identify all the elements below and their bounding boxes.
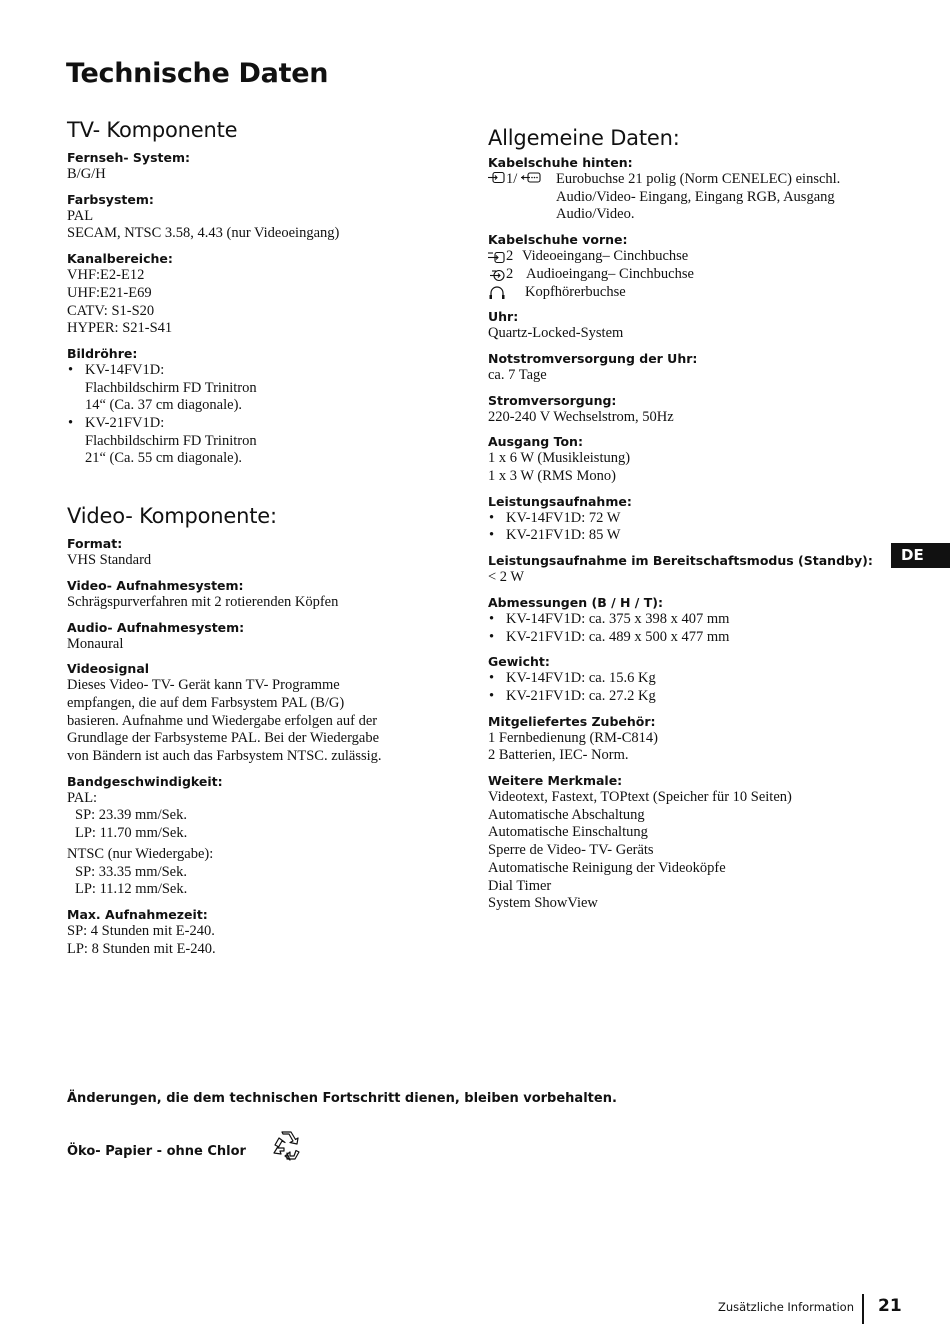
connector-label: Videoeingang– Cinchbuchse — [522, 248, 689, 265]
text-line: System ShowView — [488, 895, 598, 912]
spec-label: Notstromversorgung der Uhr: — [488, 350, 698, 366]
change-notice: Änderungen, die dem technischen Fortschritt dienen, bleiben vorbehalten. — [67, 1091, 617, 1106]
spec-label: Ausgang Ton: — [488, 434, 583, 450]
spec-label: Bandgeschwindigkeit: — [67, 773, 223, 789]
spec-label: Kabelschuhe vorne: — [488, 232, 628, 248]
spec-value — [67, 166, 457, 184]
left-column — [67, 118, 457, 958]
video-in-icon — [488, 251, 506, 264]
language-tab: DE — [891, 543, 950, 568]
text-line: < 2 W — [488, 569, 525, 586]
spec-value — [67, 636, 457, 654]
scart-in-icon — [488, 171, 506, 184]
spec-value — [67, 594, 457, 612]
spec-value — [488, 611, 883, 646]
spec-label: Fernseh- System: — [67, 150, 190, 165]
spec-label: Video- Aufnahmesystem: — [67, 577, 244, 593]
text-line: 220-240 V Wechselstrom, 50Hz — [488, 408, 674, 425]
audio-in-icon — [488, 269, 506, 282]
video-spec-list — [67, 535, 457, 766]
text-line: B/G/H — [67, 166, 106, 182]
speed-value: SP: 33.35 mm/Sek. — [75, 863, 187, 880]
text-line: PAL — [67, 207, 94, 224]
spec-value — [488, 789, 883, 913]
spec-label: Gewicht: — [488, 654, 550, 670]
spec-label: Uhr: — [488, 309, 519, 325]
list-item — [488, 248, 883, 266]
footer-divider — [862, 1294, 864, 1324]
recording-value: SP: 4 Stunden mit E-240. — [67, 922, 215, 939]
tube-list — [67, 362, 457, 468]
list-item: • KV-21FV1D: ca. 489 x 500 x 477 mm — [488, 629, 883, 647]
speed-ntsc-label: NTSC (nur Wiedergabe): — [67, 845, 214, 862]
list-item: • KV-14FV1D: 72 W — [488, 510, 883, 528]
spec-value — [67, 208, 457, 243]
tube-model: • KV-21FV1D: — [85, 415, 165, 432]
general-spec-list — [488, 493, 883, 913]
tv-component-heading: TV- Komponente — [67, 118, 238, 142]
tube-size: 14“ (Ca. 37 cm diagonale). — [85, 397, 243, 414]
connector-number: 2 — [506, 265, 514, 282]
speed-value: LP: 11.12 mm/Sek. — [75, 881, 188, 898]
connector-number: 2 — [506, 248, 514, 265]
spec-value — [488, 409, 883, 427]
text-line: Schrägspurverfahren mit 2 rotierenden Köpfen — [67, 593, 339, 610]
connector-label: Audioeingang– Cinchbuchse — [526, 265, 694, 282]
text-line: VHF:E2-E12 — [67, 267, 145, 284]
connector-label: Kopfhörerbuchse — [525, 283, 626, 300]
recording-value: LP: 8 Stunden mit E-240. — [67, 940, 216, 957]
scart-icons — [488, 171, 556, 189]
text-line: 1 Fernbedienung (RM-C814) — [488, 729, 658, 746]
text-line: Grundlage der Farbsysteme PAL. Bei der Wiedergabe — [67, 730, 380, 747]
text-line: Sperre de Video- TV- Geräts — [488, 842, 654, 859]
text-line: UHF:E21-E69 — [67, 284, 152, 301]
spec-label: Stromversorgung: — [488, 392, 617, 408]
text-line: 1 x 6 W (Musikleistung) — [488, 450, 631, 467]
video-component-heading: Video- Komponente: — [67, 504, 277, 529]
page-number: 21 — [878, 1296, 902, 1316]
list-item — [488, 284, 883, 302]
spec-label: Videosignal — [67, 661, 150, 677]
spec-label: Audio- Aufnahmesystem: — [67, 619, 245, 635]
spec-label: Max. Aufnahmezeit: — [67, 906, 208, 922]
page-footer — [700, 1294, 900, 1324]
recording-time — [67, 923, 457, 958]
spec-value — [488, 510, 883, 545]
spec-label: Leistungsaufnahme im Bereitschaftsmodus (Standby): — [488, 553, 873, 569]
text-line: Automatische Abschaltung — [488, 806, 645, 823]
text-line: von Bändern ist auch das Farbsystem NTSC. zulässig. — [67, 748, 382, 765]
text-line: VHS Standard — [67, 552, 152, 569]
speed-pal-label: PAL: — [67, 789, 98, 806]
spec-value — [67, 677, 457, 766]
headphones-icon — [488, 286, 506, 300]
text-line: Videotext, Fastext, TOPtext (Speicher für 10 Seiten) — [488, 789, 792, 806]
spec-label: Format: — [67, 536, 123, 552]
text-line: 2 Batterien, IEC- Norm. — [488, 747, 629, 764]
speed-value: LP: 11.70 mm/Sek. — [75, 825, 188, 842]
spec-value — [488, 670, 883, 705]
spec-label: Abmessungen (B / H / T): — [488, 594, 663, 610]
spec-value — [67, 267, 457, 338]
text-line: Audio/Video- Eingang, Eingang RGB, Ausgang — [556, 188, 835, 205]
scart-out-icon — [521, 171, 541, 184]
spec-label: Kabelschuhe hinten: — [488, 155, 633, 170]
text-line: Audio/Video. — [556, 206, 635, 223]
text-line: 1 x 3 W (RMS Mono) — [488, 468, 616, 485]
text-line: Eurobuchse 21 polig (Norm CENELEC) einschl. — [556, 171, 841, 187]
scart-number: 1/ — [506, 171, 518, 187]
general-data-heading: Allgemeine Daten: — [488, 126, 680, 150]
text-line: Dial Timer — [488, 877, 552, 894]
footer-section: Zusätzliche Information — [717, 1300, 854, 1314]
tube-size: 21“ (Ca. 55 cm diagonale). — [85, 450, 243, 467]
tv-spec-list — [67, 149, 457, 338]
spec-label: Mitgeliefertes Zubehör: — [488, 713, 656, 729]
text-line: Monaural — [67, 635, 124, 652]
text-line: SECAM, NTSC 3.58, 4.43 (nur Videoeingang) — [67, 225, 340, 242]
spec-value — [488, 569, 883, 587]
list-item — [488, 266, 883, 284]
tube-model: • KV-14FV1D: — [85, 361, 165, 378]
text-line: ca. 7 Tage — [488, 366, 547, 383]
spec-label: Weitere Merkmale: — [488, 773, 623, 789]
spec-label: Farbsystem: — [67, 191, 154, 207]
spec-value — [488, 450, 883, 485]
spec-value — [67, 552, 457, 570]
general-spec-list — [488, 308, 883, 486]
text-line: empfangen, die auf dem Farbsystem PAL (B/G) — [67, 694, 345, 711]
page-title: Technische Daten — [66, 58, 329, 89]
spec-label: Leistungsaufnahme: — [488, 493, 632, 509]
recycle-icon — [270, 1130, 302, 1162]
list-item: • KV-14FV1D: ca. 15.6 Kg — [488, 670, 883, 688]
rear-connectors — [488, 171, 883, 224]
tube-type: Flachbildschirm FD Trinitron — [85, 379, 257, 396]
text-line: CATV: S1-S20 — [67, 302, 155, 319]
list-item: • KV-21FV1D: 85 W — [488, 527, 883, 545]
right-column — [488, 126, 883, 913]
list-item — [67, 415, 457, 468]
text-line: Quartz-Locked-System — [488, 325, 624, 342]
eco-paper-note: Öko- Papier - ohne Chlor — [67, 1144, 246, 1159]
list-item — [67, 362, 457, 415]
rear-connector-description — [556, 171, 840, 224]
list-item: • KV-14FV1D: ca. 375 x 398 x 407 mm — [488, 611, 883, 629]
text-line: HYPER: S21-S41 — [67, 320, 173, 337]
spec-value — [488, 325, 883, 343]
spec-value — [488, 367, 883, 385]
tube-type: Flachbildschirm FD Trinitron — [85, 432, 257, 449]
speed-value: SP: 23.39 mm/Sek. — [75, 807, 187, 824]
list-item: • KV-21FV1D: ca. 27.2 Kg — [488, 688, 883, 706]
text-line: Dieses Video- TV- Gerät kann TV- Programme — [67, 677, 340, 694]
text-line: Automatische Einschaltung — [488, 824, 648, 841]
spec-value — [488, 730, 883, 765]
spec-label: Kanalbereiche: — [67, 251, 173, 267]
text-line: basieren. Aufnahme und Wiedergabe erfolgen auf der — [67, 712, 378, 729]
text-line: Automatische Reinigung der Videoköpfe — [488, 859, 726, 876]
front-connectors — [488, 248, 883, 301]
spec-label: Bildröhre: — [67, 345, 138, 361]
tape-speed — [67, 790, 457, 899]
